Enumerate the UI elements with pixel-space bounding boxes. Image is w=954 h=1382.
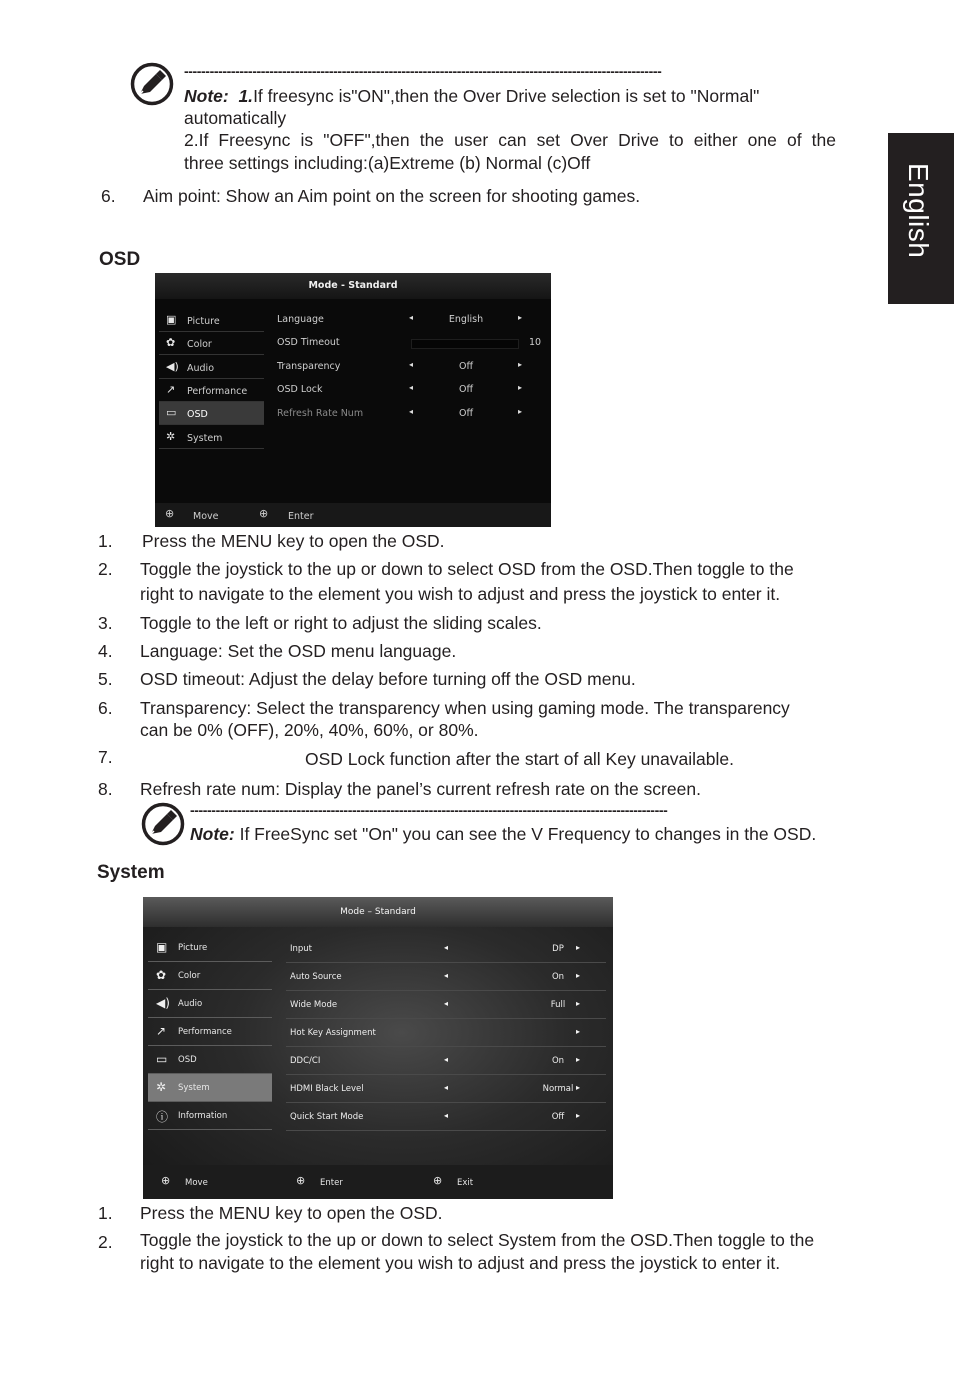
trend-up-icon: ↗: [156, 1024, 167, 1038]
osd-step-number: 6.: [98, 698, 113, 718]
system-menu-audio: [148, 990, 272, 1018]
arrow-right-icon: ▸: [576, 1111, 581, 1120]
arrow-left-icon: ◂: [444, 1083, 449, 1092]
osd-step-number: 3.: [98, 613, 113, 633]
osd-step-number: 5.: [98, 669, 113, 689]
system-step-number: 1.: [98, 1203, 113, 1223]
system-row-key: Auto Source: [290, 972, 342, 982]
window-icon: ▭: [156, 1052, 168, 1066]
note-line-4: three settings including:(a)Extreme (b) Normal (c)Off: [184, 153, 591, 173]
system-menu-label: OSD: [178, 1055, 197, 1065]
osd-step-text: OSD Lock function after the start of all Key unavailable.: [305, 749, 734, 769]
note-label: Note:: [184, 86, 229, 106]
osd-row-value: Off: [458, 408, 474, 419]
osd-title-bar: [155, 273, 551, 299]
arrow-right-icon: ▸: [576, 999, 581, 1008]
system-row-value: Full: [550, 1000, 566, 1010]
osd-menu-performance: [159, 379, 264, 402]
system-menu-label: Information: [178, 1111, 228, 1121]
arrow-right-icon: ▸: [518, 383, 523, 392]
osd-row-transparency: [273, 357, 543, 377]
system-menu-color: [148, 962, 272, 990]
system-row-value: On: [551, 1056, 565, 1066]
gear-icon: ✲: [156, 1080, 167, 1094]
osd-menu-color: [159, 332, 264, 355]
note-divider: ----------------------------------------------------------------------------------------------------------------: [190, 802, 668, 818]
system-heading: System: [97, 862, 165, 883]
osd-row-key: OSD Timeout: [277, 337, 340, 348]
arrow-right-icon: ▸: [518, 360, 523, 369]
arrow-right-icon: ▸: [576, 1027, 581, 1036]
osd-menu-label: Performance: [187, 386, 248, 397]
picture-icon: ▣: [156, 940, 168, 954]
arrow-left-icon: ◂: [444, 1111, 449, 1120]
system-row-ddc-ci: [286, 1047, 606, 1075]
system-row-key: Wide Mode: [290, 1000, 338, 1010]
arrow-left-icon: ◂: [444, 943, 449, 952]
timeout-slider: [411, 339, 519, 349]
osd-menu-label: System: [187, 433, 223, 444]
system-row-hdmi-black: [286, 1075, 606, 1103]
note-line-1-text: If freesync is"ON",then the Over Drive selection is set to "Normal": [253, 86, 760, 106]
osd-mode-title: Mode - Standard: [308, 280, 398, 291]
system-row-value: Off: [551, 1112, 565, 1122]
system-title-bar: [143, 897, 613, 927]
footer-enter-label: Enter: [320, 1178, 343, 1188]
footer-move-label: Move: [185, 1178, 208, 1188]
osd-step-text: Transparency: Select the transparency when using gaming mode. The transparency: [140, 698, 790, 718]
palette-icon: ✿: [156, 968, 167, 982]
osd-step-text: can be 0% (OFF), 20%, 40%, 60%, or 80%.: [140, 720, 479, 740]
system-row-value: Normal: [542, 1084, 574, 1094]
note-divider: ----------------------------------------------------------------------------------------------------------------: [184, 63, 662, 79]
joystick-icon: ⊕: [296, 1174, 306, 1187]
gear-icon: ✲: [166, 430, 176, 443]
osd-menu-system: [159, 426, 264, 449]
aim-item-text: Aim point: Show an Aim point on the screen for shooting games.: [143, 186, 641, 206]
system-footer: [143, 1165, 613, 1199]
osd-row-key: Language: [277, 314, 324, 325]
arrow-left-icon: ◂: [409, 360, 414, 369]
system-row-key: Input: [290, 944, 313, 954]
arrow-right-icon: ▸: [576, 1083, 581, 1092]
osd-step-number: 1.: [98, 531, 113, 551]
system-row-value: DP: [552, 944, 564, 954]
system-row-key: Hot Key Assignment: [290, 1028, 376, 1038]
system-row-key: Quick Start Mode: [290, 1112, 364, 1122]
joystick-icon: ⊕: [165, 507, 175, 520]
osd-row-refresh: [273, 404, 543, 424]
system-step-text: right to navigate to the element you wish to adjust and press the joystick to enter it.: [140, 1253, 781, 1273]
joystick-icon: ⊕: [259, 507, 269, 520]
osd-row-key: OSD Lock: [277, 384, 323, 395]
arrow-left-icon: ◂: [409, 407, 414, 416]
osd-row-value: 10: [529, 337, 542, 348]
osd-row-value: Off: [458, 384, 474, 395]
osd-menu-label: Audio: [187, 363, 215, 374]
system-step-number: 2.: [98, 1232, 113, 1252]
osd-row-lock: [273, 380, 543, 400]
aim-item-number: 6.: [101, 186, 116, 206]
picture-icon: ▣: [166, 313, 177, 326]
system-menu-osd: [148, 1046, 272, 1074]
osd-note-text: If FreeSync set "On" you can see the V Frequency to changes in the OSD.: [239, 824, 817, 844]
speaker-icon: ◀): [166, 360, 179, 373]
osd-row-key: Refresh Rate Num: [277, 408, 364, 419]
osd-step-number: 8.: [98, 779, 113, 799]
arrow-right-icon: ▸: [518, 407, 523, 416]
system-row-auto-source: [286, 963, 606, 991]
footer-enter-label: Enter: [288, 511, 314, 522]
system-menu-performance: [148, 1018, 272, 1046]
system-menu-label: Picture: [178, 943, 208, 953]
osd-note: [190, 823, 816, 846]
system-row-hot-key: [286, 1019, 606, 1047]
system-row-key: DDC/CI: [290, 1056, 321, 1066]
language-tab: [888, 133, 954, 304]
joystick-icon: ⊕: [433, 1174, 443, 1187]
palette-icon: ✿: [166, 336, 176, 349]
osd-step-text: Language: Set the OSD menu language.: [140, 641, 457, 661]
system-row-quick-start: [286, 1103, 606, 1131]
system-row-key: HDMI Black Level: [290, 1084, 364, 1094]
arrow-right-icon: ▸: [518, 313, 523, 322]
osd-row-value: Off: [458, 361, 474, 372]
arrow-left-icon: ◂: [409, 383, 414, 392]
note-pencil-icon: [141, 802, 185, 846]
osd-step-text: Press the MENU key to open the OSD.: [142, 531, 445, 551]
osd-menu-screenshot: [155, 273, 551, 527]
arrow-right-icon: ▸: [576, 943, 581, 952]
osd-step-text: right to navigate to the element you wish to adjust and press the joystick to enter it.: [140, 584, 781, 604]
osd-step-text: Refresh rate num: Display the panel’s current refresh rate on the screen.: [140, 779, 701, 799]
system-mode-title: Mode – Standard: [340, 907, 416, 917]
system-row-wide-mode: [286, 991, 606, 1019]
osd-step-number: 7.: [98, 747, 113, 767]
osd-menu-label: OSD: [187, 409, 208, 420]
arrow-left-icon: ◂: [444, 1055, 449, 1064]
system-row-input: [286, 935, 606, 963]
osd-menu-label: Color: [187, 339, 212, 350]
note-number: 1.: [238, 86, 254, 106]
osd-menu-label: Picture: [187, 316, 220, 327]
footer-move-label: Move: [193, 511, 219, 522]
arrow-right-icon: ▸: [576, 971, 581, 980]
system-menu-screenshot: [143, 897, 613, 1199]
osd-step-number: 2.: [98, 559, 113, 579]
info-icon: ⓘ: [156, 1110, 169, 1124]
trend-up-icon: ↗: [166, 383, 176, 396]
system-menu-picture: [148, 934, 272, 962]
language-tab-label: English: [903, 163, 934, 259]
system-menu-label: System: [178, 1083, 210, 1093]
osd-step-text: Toggle the joystick to the up or down to select OSD from the OSD.Then toggle to the: [140, 559, 794, 579]
note-pencil-icon: [130, 62, 174, 106]
joystick-icon: ⊕: [161, 1174, 171, 1187]
note-line-2: automatically: [184, 108, 287, 128]
footer-exit-label: Exit: [457, 1178, 474, 1188]
system-menu-label: Color: [178, 971, 201, 981]
arrow-left-icon: ◂: [444, 999, 449, 1008]
osd-row-language: [273, 310, 543, 330]
osd-footer: [155, 503, 551, 527]
osd-menu-audio: [159, 356, 264, 379]
osd-step-text: Toggle to the left or right to adjust the sliding scales.: [140, 613, 542, 633]
osd-menu-osd: [159, 402, 264, 425]
system-menu-information: [148, 1102, 272, 1130]
system-menu-system: [148, 1074, 272, 1102]
system-step-text: Toggle the joystick to the up or down to select System from the OSD.Then toggle to the: [140, 1230, 815, 1250]
system-menu-label: Audio: [178, 999, 203, 1009]
osd-menu-picture: [159, 309, 264, 332]
note-line-3: 2.If Freesync is "OFF",then the user can set Over Drive to either one of the: [184, 130, 836, 150]
osd-row-key: Transparency: [277, 361, 341, 372]
speaker-icon: ◀): [156, 996, 170, 1010]
osd-heading: OSD: [99, 249, 141, 270]
arrow-left-icon: ◂: [444, 971, 449, 980]
arrow-right-icon: ▸: [576, 1055, 581, 1064]
system-menu-label: Performance: [178, 1027, 232, 1037]
window-icon: ▭: [166, 406, 177, 419]
osd-step-number: 4.: [98, 641, 113, 661]
osd-row-timeout: [273, 333, 543, 353]
note-line-1: [184, 85, 836, 108]
note-label: Note:: [190, 824, 235, 844]
osd-step-text: OSD timeout: Adjust the delay before turning off the OSD menu.: [140, 669, 636, 689]
arrow-left-icon: ◂: [409, 313, 414, 322]
system-step-text: Press the MENU key to open the OSD.: [140, 1203, 443, 1223]
system-row-value: On: [551, 972, 565, 982]
osd-row-value: English: [448, 314, 484, 325]
